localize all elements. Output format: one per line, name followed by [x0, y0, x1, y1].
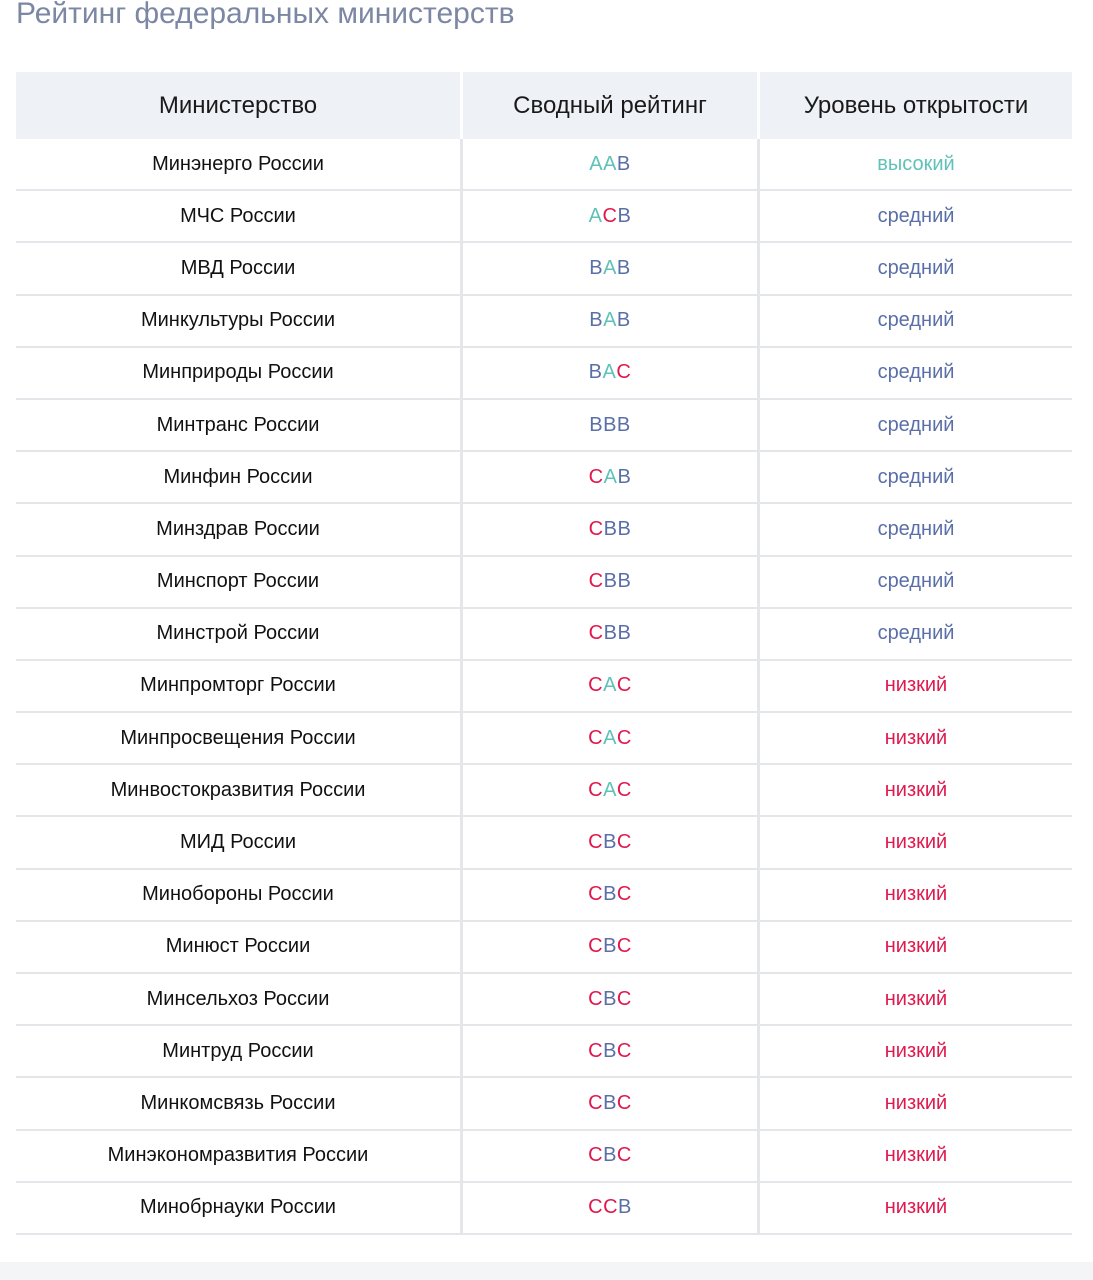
ministry-name: Минстрой России [156, 622, 320, 645]
level-cell [760, 1131, 1072, 1181]
level-cell [760, 870, 1072, 920]
ministry-cell [16, 191, 460, 241]
openness-level: средний [877, 517, 955, 540]
rating-cell [460, 1131, 760, 1181]
ministry-name: МИД России [179, 831, 297, 854]
ministry-cell [16, 243, 460, 293]
openness-level: средний [877, 465, 955, 488]
ministry-cell [16, 296, 460, 346]
rating-cell [460, 557, 760, 607]
ministry-name: Минздрав России [156, 517, 320, 540]
ministry-name: МЧС России [180, 204, 296, 227]
rating-cell [460, 922, 760, 972]
table-row [16, 139, 1072, 191]
level-cell [760, 974, 1072, 1024]
ministry-cell [16, 1026, 460, 1076]
ministry-name: Минпросвещения России [120, 726, 356, 749]
table-row [16, 296, 1072, 348]
level-cell [760, 1078, 1072, 1128]
table-row [16, 348, 1072, 400]
rating-cell [460, 452, 760, 502]
table-body [16, 139, 1072, 1235]
rating-value: BAC [588, 361, 632, 384]
table-row [16, 922, 1072, 974]
openness-level: низкий [884, 987, 948, 1010]
rating-value: CAC [588, 726, 632, 749]
rating-value: ACB [588, 204, 632, 227]
rating-cell [460, 713, 760, 763]
openness-level: низкий [884, 726, 948, 749]
rating-value: CBC [588, 831, 632, 854]
openness-level: низкий [884, 1039, 948, 1062]
level-cell [760, 557, 1072, 607]
level-cell [760, 817, 1072, 867]
table-header [16, 72, 1072, 139]
table-row [16, 1183, 1072, 1235]
level-cell [760, 713, 1072, 763]
rating-value: CBC [588, 1144, 632, 1167]
openness-level: низкий [884, 1091, 948, 1114]
table-row [16, 661, 1072, 713]
table-row [16, 504, 1072, 556]
ministry-cell [16, 139, 460, 189]
openness-level: средний [877, 570, 955, 593]
ministry-cell [16, 504, 460, 554]
rating-cell [460, 243, 760, 293]
level-cell [760, 400, 1072, 450]
ministry-cell [16, 1078, 460, 1128]
openness-level: низкий [884, 935, 948, 958]
level-cell [760, 661, 1072, 711]
level-cell [760, 139, 1072, 189]
ministry-name: Минэкономразвития России [107, 1144, 369, 1167]
ministry-cell [16, 348, 460, 398]
ministry-cell [16, 870, 460, 920]
rating-value: BAB [589, 309, 631, 332]
rating-cell [460, 1078, 760, 1128]
rating-value: CAC [588, 674, 632, 697]
openness-level: высокий [877, 152, 955, 175]
ministry-cell [16, 817, 460, 867]
level-cell [760, 348, 1072, 398]
level-cell [760, 296, 1072, 346]
ministry-cell [16, 557, 460, 607]
rating-value: CAC [588, 778, 632, 801]
rating-cell [460, 974, 760, 1024]
ministries-rating-table [16, 72, 1072, 1235]
openness-level: средний [877, 256, 955, 279]
ministry-name: Минвостокразвития России [110, 778, 366, 801]
openness-level: низкий [884, 778, 948, 801]
table-row [16, 765, 1072, 817]
openness-level: средний [877, 413, 955, 436]
rating-value: CBB [588, 517, 632, 540]
ministry-name: Минюст России [165, 935, 311, 958]
openness-level: средний [877, 622, 955, 645]
rating-cell [460, 1026, 760, 1076]
table-row [16, 870, 1072, 922]
rating-value: CBC [588, 987, 632, 1010]
ministry-name: Минобороны России [142, 883, 334, 906]
level-cell [760, 765, 1072, 815]
table-row [16, 713, 1072, 765]
rating-value: CBC [588, 883, 632, 906]
ministry-name: Минкомсвязь России [140, 1091, 336, 1114]
header-level: Уровень открытости [803, 91, 1029, 119]
rating-cell [460, 400, 760, 450]
table-row [16, 452, 1072, 504]
ministry-cell [16, 1131, 460, 1181]
ministry-cell [16, 400, 460, 450]
table-row [16, 1131, 1072, 1183]
ministry-name: Минфин России [163, 465, 313, 488]
rating-cell [460, 296, 760, 346]
header-ministry: Министерство [158, 91, 318, 119]
level-cell [760, 609, 1072, 659]
table-row [16, 557, 1072, 609]
openness-level: средний [877, 309, 955, 332]
table-row [16, 609, 1072, 661]
rating-cell [460, 139, 760, 189]
openness-level: средний [877, 204, 955, 227]
level-cell [760, 1183, 1072, 1233]
rating-value: CBB [588, 622, 632, 645]
page-footer-band [0, 1262, 1093, 1280]
ministry-name: Минтруд России [162, 1039, 314, 1062]
ministry-name: Минтранс России [156, 413, 320, 436]
ministry-cell [16, 974, 460, 1024]
rating-cell [460, 504, 760, 554]
rating-cell [460, 870, 760, 920]
ministry-name: Минэнерго России [152, 152, 324, 175]
openness-level: низкий [884, 831, 948, 854]
openness-level: низкий [884, 883, 948, 906]
level-cell [760, 243, 1072, 293]
ministry-cell [16, 1183, 460, 1233]
ministry-name: Минобрнауки России [140, 1196, 336, 1219]
ministry-cell [16, 713, 460, 763]
openness-level: низкий [884, 1196, 948, 1219]
ministry-name: Минсельхоз России [146, 987, 330, 1010]
ministry-cell [16, 609, 460, 659]
rating-cell [460, 765, 760, 815]
level-cell [760, 922, 1072, 972]
rating-value: CAB [588, 465, 632, 488]
rating-value: CBC [588, 1091, 632, 1114]
rating-value: BAB [589, 256, 631, 279]
table-row [16, 974, 1072, 1026]
rating-value: CBC [588, 1039, 632, 1062]
rating-cell [460, 1183, 760, 1233]
ministry-cell [16, 452, 460, 502]
rating-value: CCB [588, 1196, 632, 1219]
rating-value: BBB [589, 413, 631, 436]
rating-value: CBC [588, 935, 632, 958]
rating-cell [460, 661, 760, 711]
table-row [16, 243, 1072, 295]
ministry-cell [16, 765, 460, 815]
rating-cell [460, 817, 760, 867]
ministry-cell [16, 661, 460, 711]
level-cell [760, 504, 1072, 554]
ministry-name: Минпромторг России [140, 674, 336, 697]
openness-level: низкий [884, 674, 948, 697]
page-title: Рейтинг федеральных министерств [16, 0, 515, 30]
level-cell [760, 191, 1072, 241]
rating-cell [460, 609, 760, 659]
openness-level: низкий [884, 1144, 948, 1167]
level-cell [760, 1026, 1072, 1076]
rating-cell [460, 348, 760, 398]
ministry-cell [16, 922, 460, 972]
openness-level: средний [877, 361, 955, 384]
ministry-name: Минприроды России [142, 361, 334, 384]
rating-value: AAB [589, 152, 631, 175]
rating-cell [460, 191, 760, 241]
ministry-name: Минкультуры России [140, 309, 336, 332]
table-row [16, 1026, 1072, 1078]
table-row [16, 400, 1072, 452]
header-rating: Сводный рейтинг [460, 72, 760, 139]
rating-value: CBB [588, 570, 632, 593]
level-cell [760, 452, 1072, 502]
ministry-name: Минспорт России [156, 570, 320, 593]
table-row [16, 817, 1072, 869]
table-row [16, 1078, 1072, 1130]
table-row [16, 191, 1072, 243]
ministry-name: МВД России [180, 256, 296, 279]
